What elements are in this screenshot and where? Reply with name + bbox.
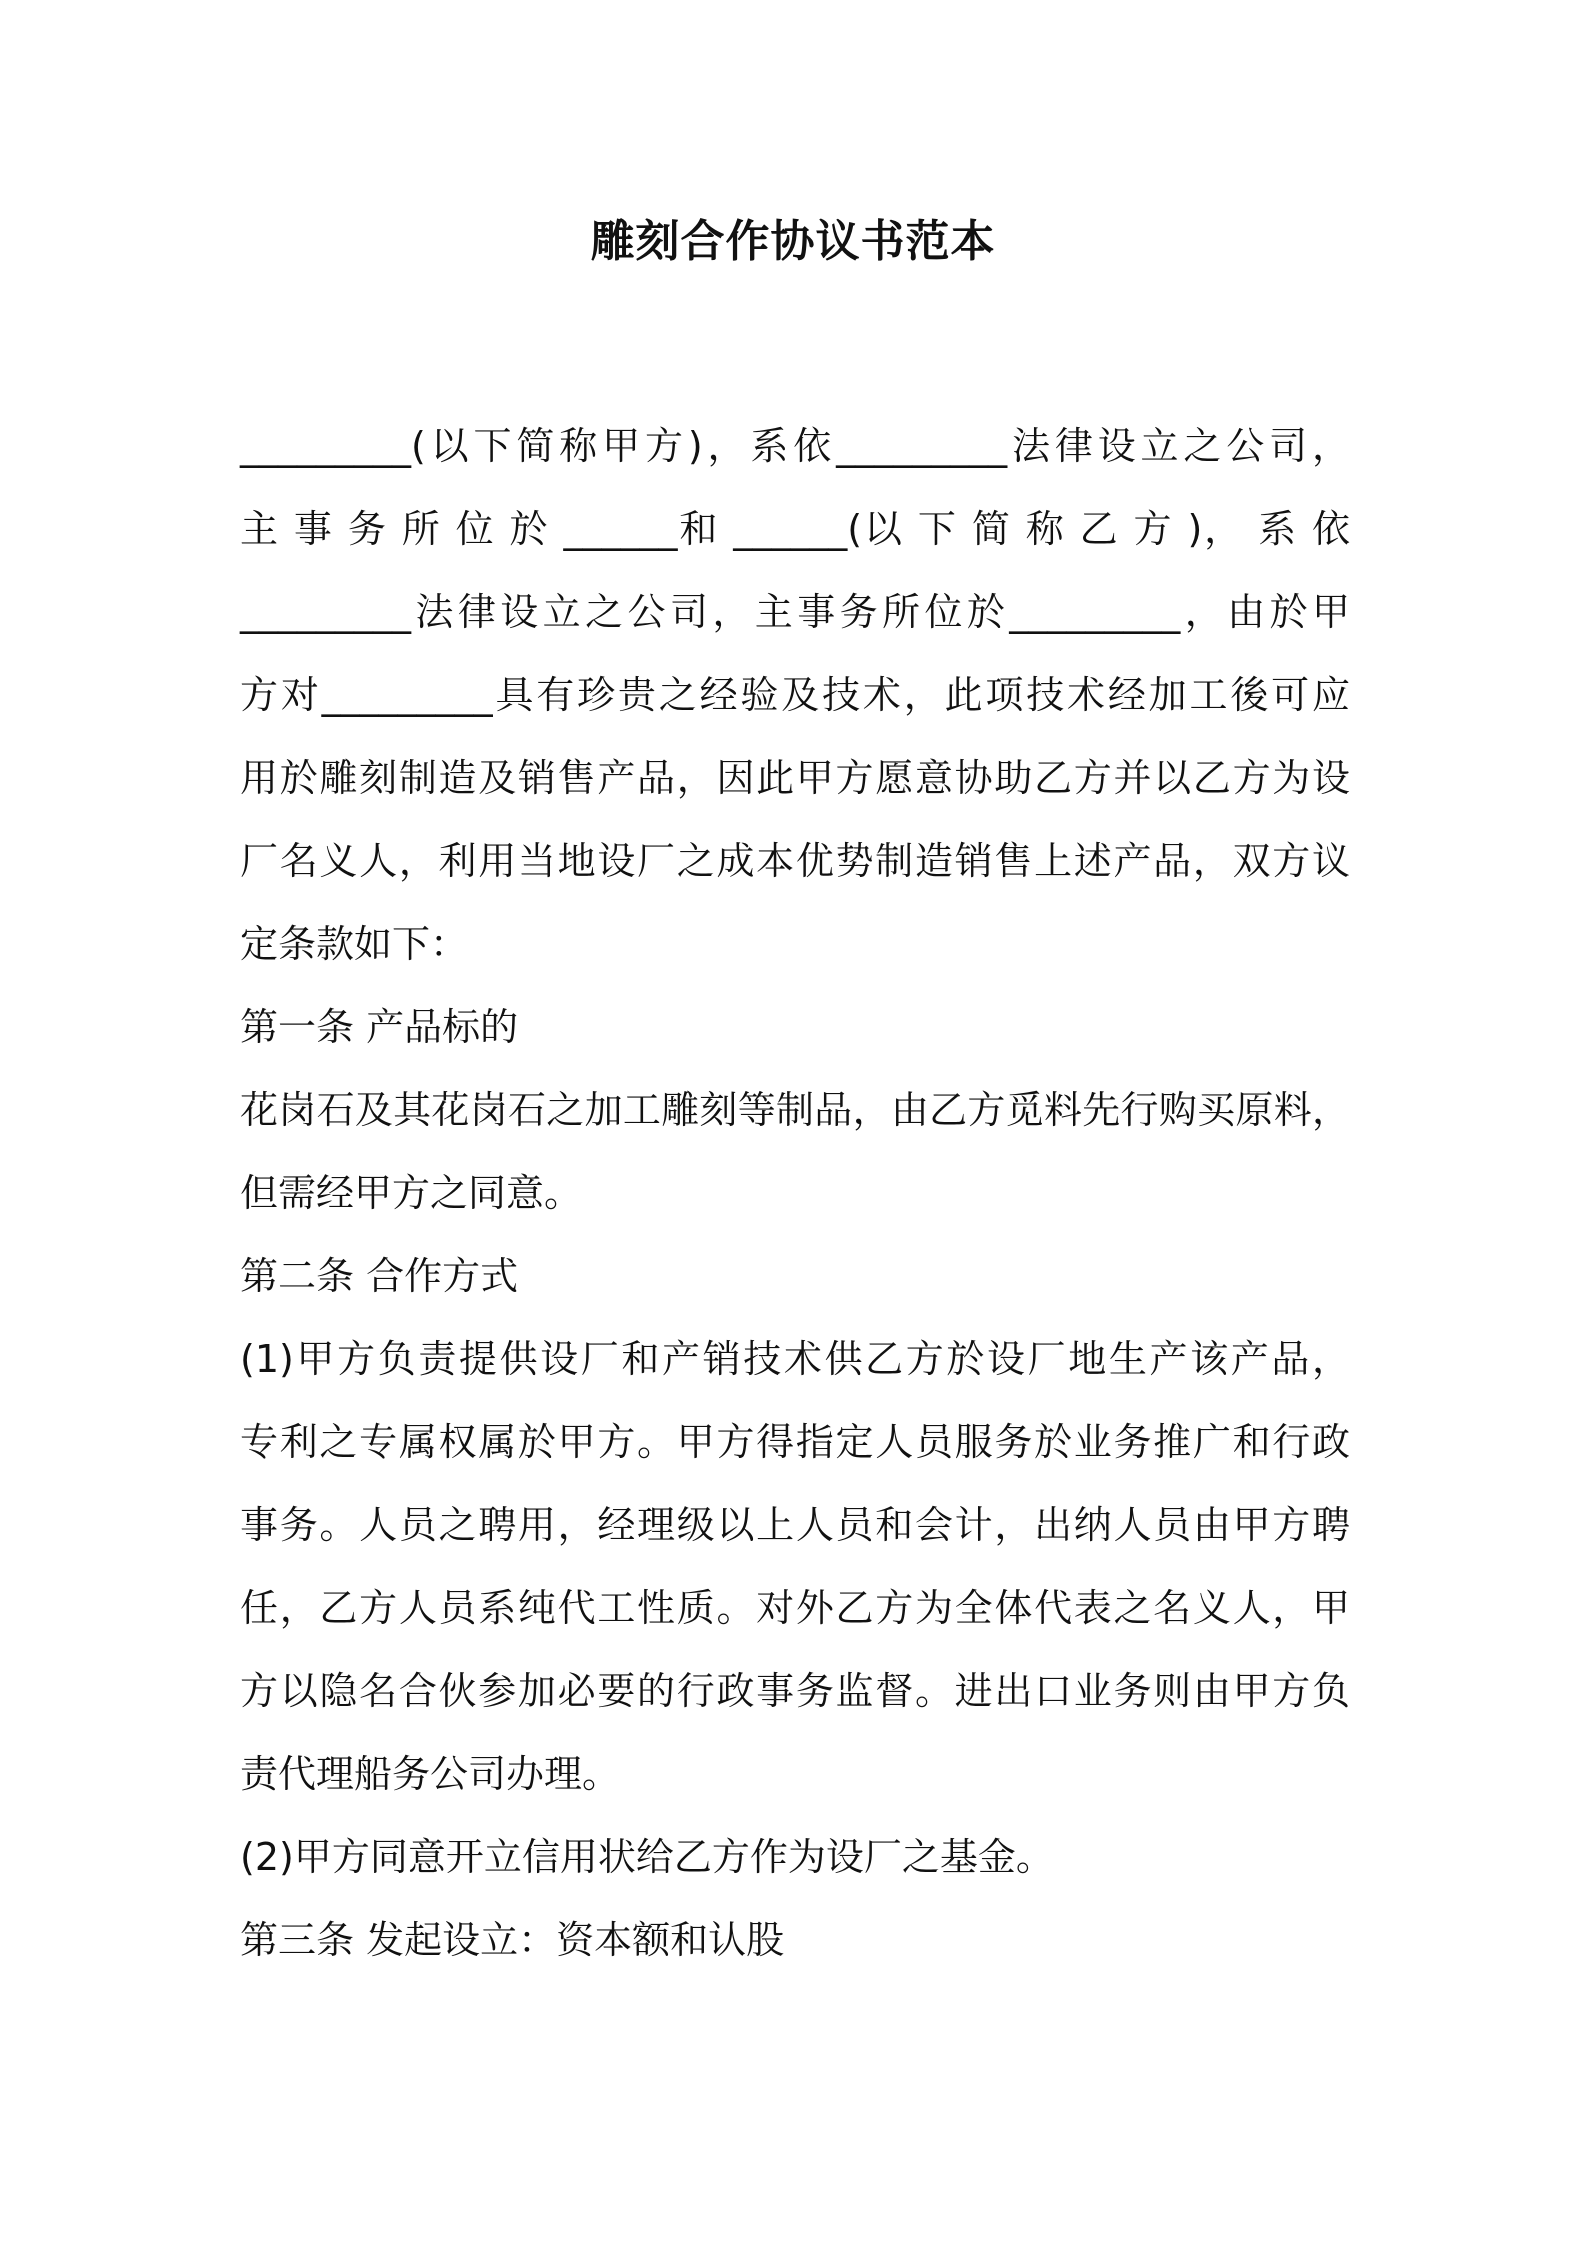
document-body (240, 405, 1350, 1982)
paragraph-line: (1)甲方负责提供设厂和产销技术供乙方於设厂地生产该产品， (240, 1337, 1350, 1381)
paragraph-line: 专利之专属权属於甲方。甲方得指定人员服务於业务推广和行政 (240, 1420, 1350, 1464)
document-title: 雕刻合作协议书范本 (590, 216, 996, 267)
section-heading: 第三条 发起设立：资本额和认股 (240, 1918, 785, 1962)
paragraph-line: _________法律设立之公司，主事务所位於_________，由於甲 (240, 590, 1350, 634)
paragraph-line: 方以隐名合伙参加必要的行政事务监督。进出口业务则由甲方负 (240, 1669, 1350, 1713)
paragraph-line: 事务。人员之聘用，经理级以上人员和会计，出纳人员由甲方聘 (240, 1503, 1350, 1547)
paragraph-line: _________(以下简称甲方)，系依_________法律设立之公司， (240, 424, 1350, 468)
paragraph-line: 厂名义人，利用当地设厂之成本优势制造销售上述产品，双方议 (240, 839, 1350, 883)
section-heading: 第一条 产品标的 (240, 1005, 519, 1049)
paragraph-line: 花岗石及其花岗石之加工雕刻等制品，由乙方觅料先行购买原料， (240, 1088, 1350, 1132)
section-heading: 第二条 合作方式 (240, 1254, 519, 1298)
paragraph-line: 定条款如下： (240, 922, 469, 966)
paragraph-line: 用於雕刻制造及销售产品，因此甲方愿意协助乙方并以乙方为设 (240, 756, 1350, 800)
paragraph-line: 任，乙方人员系纯代工性质。对外乙方为全体代表之名义人，甲 (240, 1586, 1350, 1630)
paragraph-line: 但需经甲方之同意。 (240, 1171, 583, 1215)
paragraph-line: 方对_________具有珍贵之经验及技术，此项技术经加工後可应 (240, 673, 1350, 717)
paragraph-line: 责代理船务公司办理。 (240, 1752, 621, 1796)
paragraph-line: (2)甲方同意开立信用状给乙方作为设厂之基金。 (240, 1835, 1054, 1879)
paragraph-line: 主 事 务 所 位 於 ______和 ______(以 下 简 称 乙 方 )， 系 依 (240, 507, 1350, 551)
